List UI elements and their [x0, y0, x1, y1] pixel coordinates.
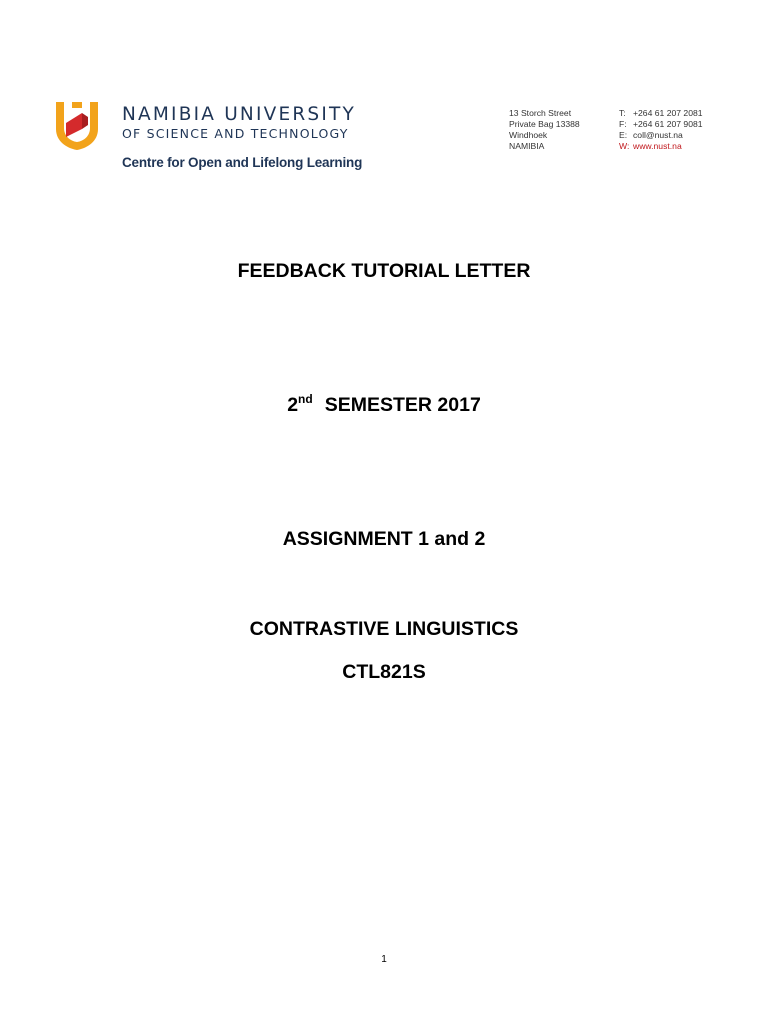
- semester-text: SEMESTER 2017: [324, 394, 481, 416]
- centre-name: Centre for Open and Lifelong Learning: [122, 155, 363, 170]
- page-number: 1: [381, 954, 387, 965]
- assignment-heading: ASSIGNMENT 1 and 2: [282, 528, 486, 550]
- address-line: NAMIBIA: [509, 141, 545, 151]
- contact-label: F:: [619, 119, 627, 129]
- contact-block: [619, 108, 703, 152]
- semester-heading: [0, 392, 768, 416]
- contact-label: T:: [619, 108, 626, 118]
- university-name: NAMIBIA UNIVERSITY: [122, 104, 357, 125]
- address-line: Private Bag 13388: [509, 119, 580, 129]
- contact-value[interactable]: coll@nust.na: [633, 130, 683, 140]
- semester-number: 2: [287, 394, 299, 416]
- course-name: CONTRASTIVE LINGUISTICS: [249, 618, 519, 640]
- document-title: FEEDBACK TUTORIAL LETTER: [237, 260, 531, 282]
- contact-phone: [619, 108, 703, 119]
- contact-website[interactable]: [619, 141, 703, 152]
- university-subtitle: OF SCIENCE AND TECHNOLOGY: [122, 126, 349, 141]
- contact-email[interactable]: [619, 130, 703, 141]
- contact-value: +264 61 207 2081: [633, 108, 703, 118]
- nust-shield-logo-icon: [52, 99, 102, 151]
- contact-label: E:: [619, 130, 628, 140]
- contact-label: W:: [619, 141, 630, 151]
- address-line: 13 Storch Street: [509, 108, 572, 118]
- course-code: CTL821S: [342, 661, 426, 683]
- contact-value: +264 61 207 9081: [633, 119, 703, 129]
- address-block: [509, 108, 580, 152]
- semester-suffix: nd: [298, 392, 313, 406]
- contact-value[interactable]: www.nust.na: [633, 141, 682, 151]
- contact-fax: [619, 119, 703, 130]
- address-line: Windhoek: [509, 130, 548, 140]
